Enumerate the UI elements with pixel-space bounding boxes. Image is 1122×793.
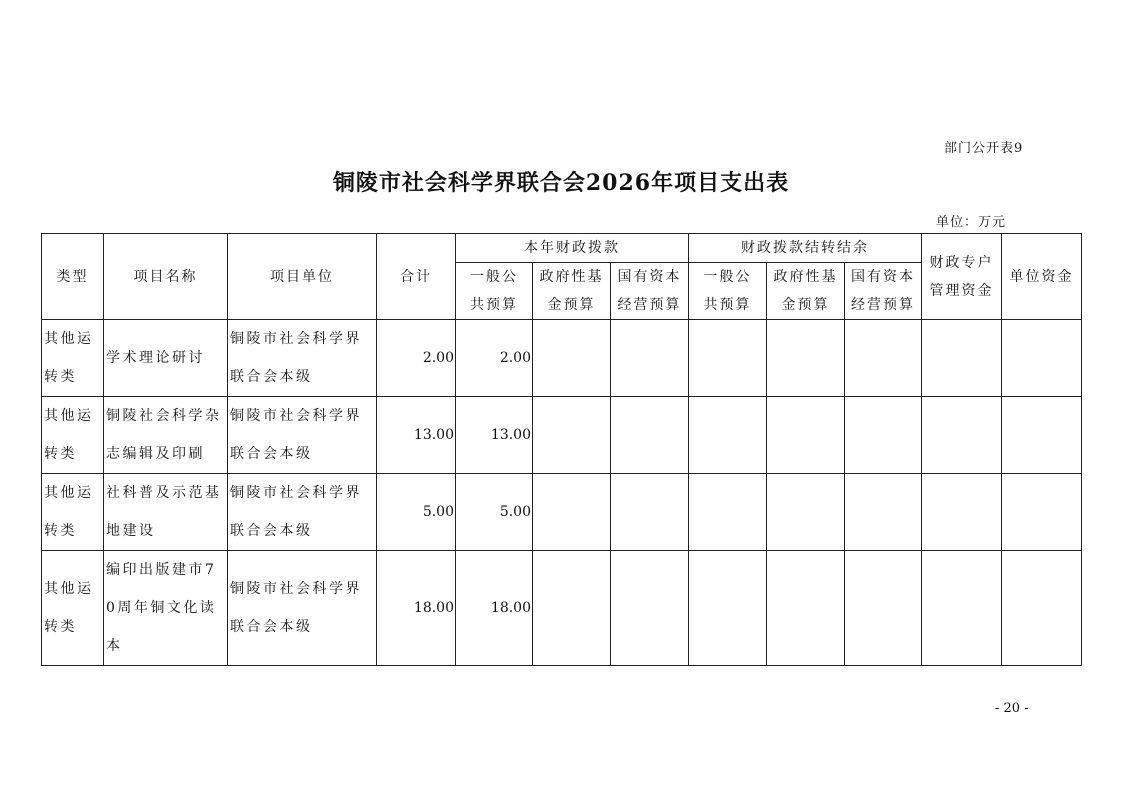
- cell-g2-fund: [767, 397, 845, 474]
- cell-g1-fund: [533, 474, 611, 551]
- cell-unit: 铜陵市社会科学界联合会本级: [228, 474, 377, 551]
- cell-own: [1002, 474, 1082, 551]
- header-special-account: 财政专户管理资金: [922, 234, 1002, 320]
- cell-name: 编印出版建市70周年铜文化读本: [104, 551, 228, 666]
- cell-g2-fund: [767, 320, 845, 397]
- cell-g1-state: [611, 320, 689, 397]
- cell-g1-fund: [533, 320, 611, 397]
- cell-g1-general: 18.00: [456, 551, 533, 666]
- cell-g2-general: [689, 320, 767, 397]
- header-name: 项目名称: [104, 234, 228, 320]
- header-carryover: 财政拨款结转结余: [689, 234, 922, 263]
- cell-g2-general: [689, 397, 767, 474]
- cell-g1-general: 13.00: [456, 397, 533, 474]
- cell-g1-fund: [533, 551, 611, 666]
- project-expenditure-table: [41, 233, 1082, 666]
- cell-g2-general: [689, 551, 767, 666]
- table-number-label: 部门公开表9: [944, 141, 1024, 156]
- header-g1-general: 一般公共预算: [456, 263, 533, 320]
- cell-special: [922, 397, 1002, 474]
- cell-total: 5.00: [377, 474, 456, 551]
- table-row: [42, 551, 1082, 666]
- cell-unit: 铜陵市社会科学界联合会本级: [228, 551, 377, 666]
- unit-label: 单位：万元: [936, 215, 1007, 230]
- cell-name: 铜陵社会科学杂志编辑及印刷: [104, 397, 228, 474]
- cell-unit: 铜陵市社会科学界联合会本级: [228, 320, 377, 397]
- header-total: 合计: [377, 234, 456, 320]
- cell-g1-general: 5.00: [456, 474, 533, 551]
- cell-special: [922, 320, 1002, 397]
- page-title: 铜陵市社会科学界联合会2026年项目支出表: [332, 170, 790, 196]
- cell-g2-state: [845, 474, 922, 551]
- cell-g1-general: 2.00: [456, 320, 533, 397]
- page-number: - 20 -: [995, 701, 1029, 716]
- cell-g1-fund: [533, 397, 611, 474]
- header-g1-state: 国有资本经营预算: [611, 263, 689, 320]
- cell-g2-general: [689, 474, 767, 551]
- cell-type: 其他运转类: [42, 397, 104, 474]
- header-own-funds: 单位资金: [1002, 234, 1082, 320]
- cell-g2-state: [845, 397, 922, 474]
- cell-type: 其他运转类: [42, 474, 104, 551]
- header-current-year-appropriation: 本年财政拨款: [456, 234, 689, 263]
- header-unit: 项目单位: [228, 234, 377, 320]
- header-type: 类型: [42, 234, 104, 320]
- cell-type: 其他运转类: [42, 551, 104, 666]
- cell-own: [1002, 397, 1082, 474]
- cell-g1-state: [611, 551, 689, 666]
- cell-own: [1002, 551, 1082, 666]
- cell-g1-state: [611, 397, 689, 474]
- cell-total: 13.00: [377, 397, 456, 474]
- cell-special: [922, 474, 1002, 551]
- cell-g2-state: [845, 551, 922, 666]
- cell-total: 18.00: [377, 551, 456, 666]
- cell-special: [922, 551, 1002, 666]
- cell-g1-state: [611, 474, 689, 551]
- table-row: [42, 397, 1082, 474]
- header-g2-fund: 政府性基金预算: [767, 263, 845, 320]
- header-g2-general: 一般公共预算: [689, 263, 767, 320]
- cell-g2-fund: [767, 551, 845, 666]
- table-row: [42, 320, 1082, 397]
- header-g1-fund: 政府性基金预算: [533, 263, 611, 320]
- cell-name: 社科普及示范基地建设: [104, 474, 228, 551]
- cell-type: 其他运转类: [42, 320, 104, 397]
- header-g2-state: 国有资本经营预算: [845, 263, 922, 320]
- cell-g2-state: [845, 320, 922, 397]
- table-row: [42, 474, 1082, 551]
- cell-name: 学术理论研讨: [104, 320, 228, 397]
- cell-g2-fund: [767, 474, 845, 551]
- cell-unit: 铜陵市社会科学界联合会本级: [228, 397, 377, 474]
- cell-total: 2.00: [377, 320, 456, 397]
- cell-own: [1002, 320, 1082, 397]
